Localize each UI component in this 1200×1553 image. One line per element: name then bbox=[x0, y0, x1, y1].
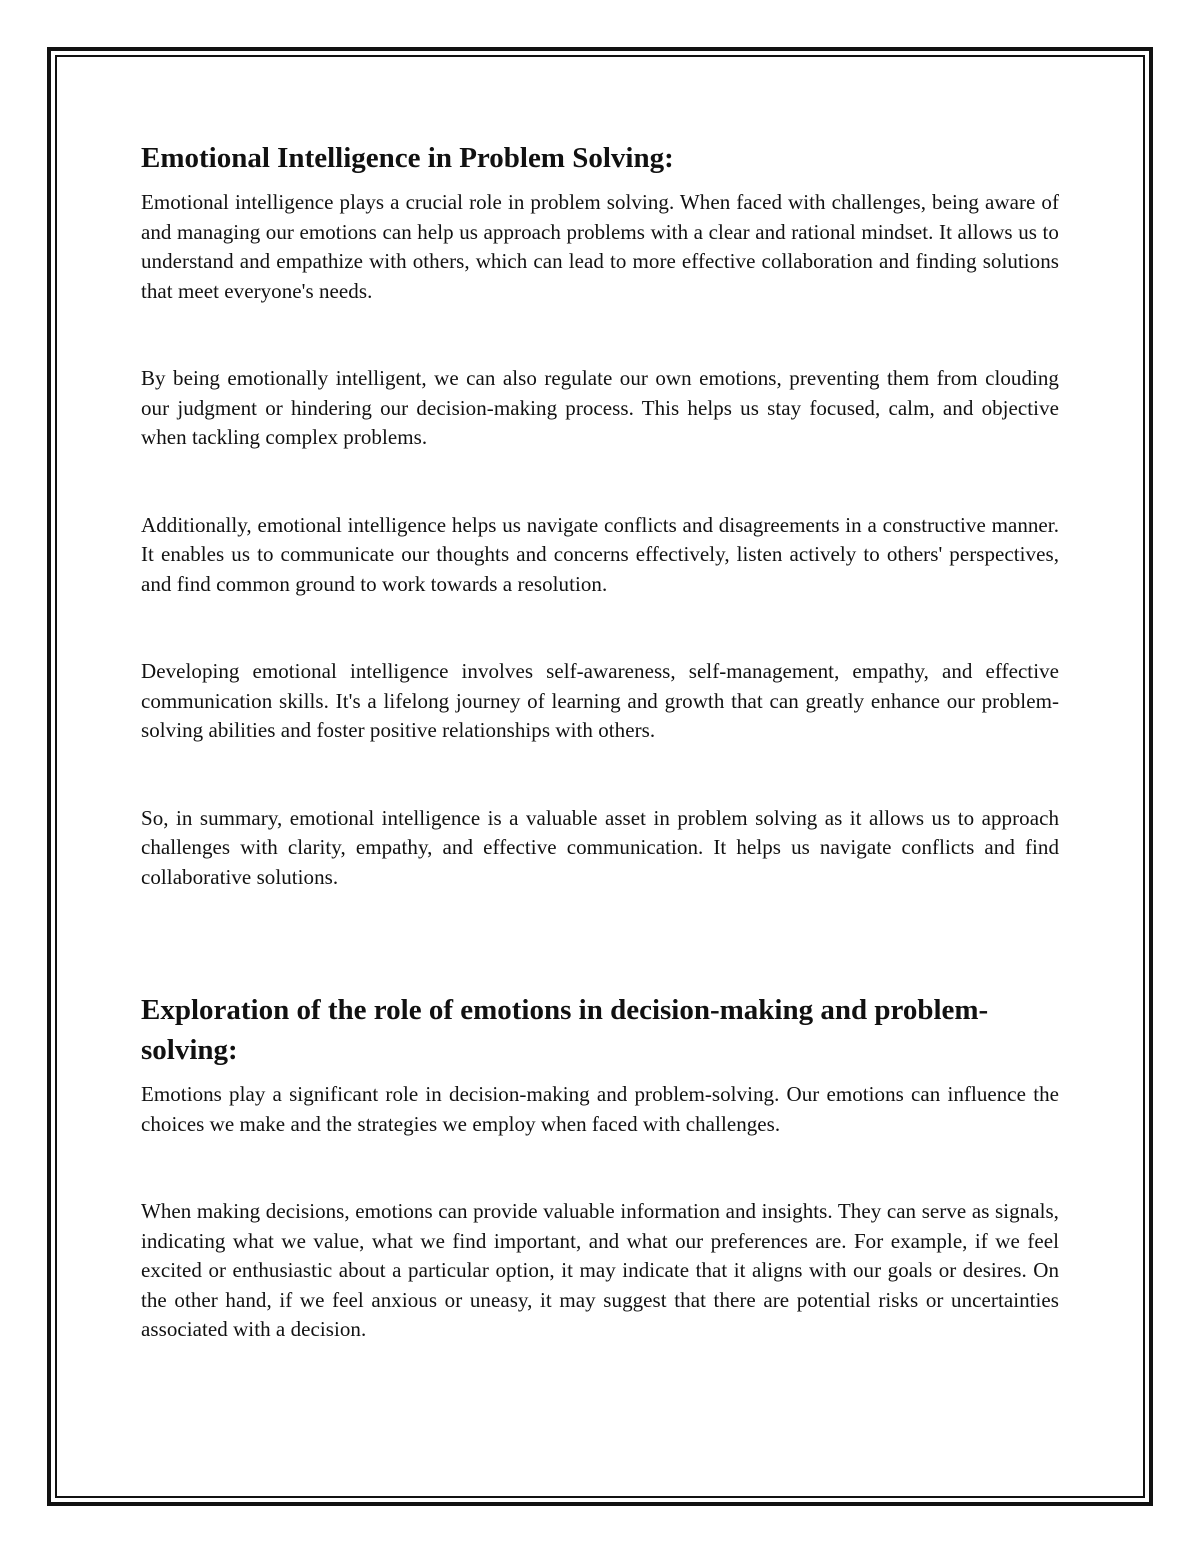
section-emotional-intelligence bbox=[141, 138, 1059, 892]
paragraph: When making decisions, emotions can provide valuable information and insights. They can serve as signals, indicating what we value, what we find important, and what our preferences are. For example, if we feel excited or enthusiastic about a particular option, it may indicate that it aligns with our goals or desires. On the other hand, if we feel anxious or uneasy, it may suggest that there are potential risks or uncertainties associated with a decision. bbox=[141, 1199, 1059, 1341]
section-emotions-decision-making bbox=[141, 990, 1059, 1345]
document-body bbox=[141, 138, 1059, 1345]
paragraph: Developing emotional intelligence involves self-awareness, self-management, empathy, and effective communication skills. It's a lifelong journey of learning and growth that can greatly enhance our problem-solving abilities and foster positive relationships with others. bbox=[141, 659, 1059, 742]
paragraph: By being emotionally intelligent, we can also regulate our own emotions, preventing them from clouding our judgment or hindering our decision-making process. This helps us stay focused, calm, and objective when tackling complex problems. bbox=[141, 366, 1059, 449]
paragraph: Emotions play a significant role in decision-making and problem-solving. Our emotions can influence the choices we make and the strategies we employ when faced with challenges. bbox=[141, 1082, 1059, 1136]
paragraph: Additionally, emotional intelligence helps us navigate conflicts and disagreements in a constructive manner. It enables us to communicate our thoughts and concerns effectively, listen actively to others' perspectives, and find common ground to work towards a resolution. bbox=[141, 512, 1059, 596]
paragraph: Emotional intelligence plays a crucial role in problem solving. When faced with challenges, being aware of and managing our emotions can help us approach problems with a clear and rational mindset. It allows us to understand and empathize with others, which can lead to more effective collaboration and finding solutions that meet everyone's needs. bbox=[141, 190, 1059, 303]
section-heading: Emotional Intelligence in Problem Solving: bbox=[141, 142, 674, 174]
section-heading: Exploration of the role of emotions in decision-making and problem-solving: bbox=[141, 994, 989, 1066]
paragraph: So, in summary, emotional intelligence is a valuable asset in problem solving as it allows us to approach challenges with clarity, empathy, and effective communication. It helps us navigate conflicts and find collaborative solutions. bbox=[141, 805, 1059, 889]
